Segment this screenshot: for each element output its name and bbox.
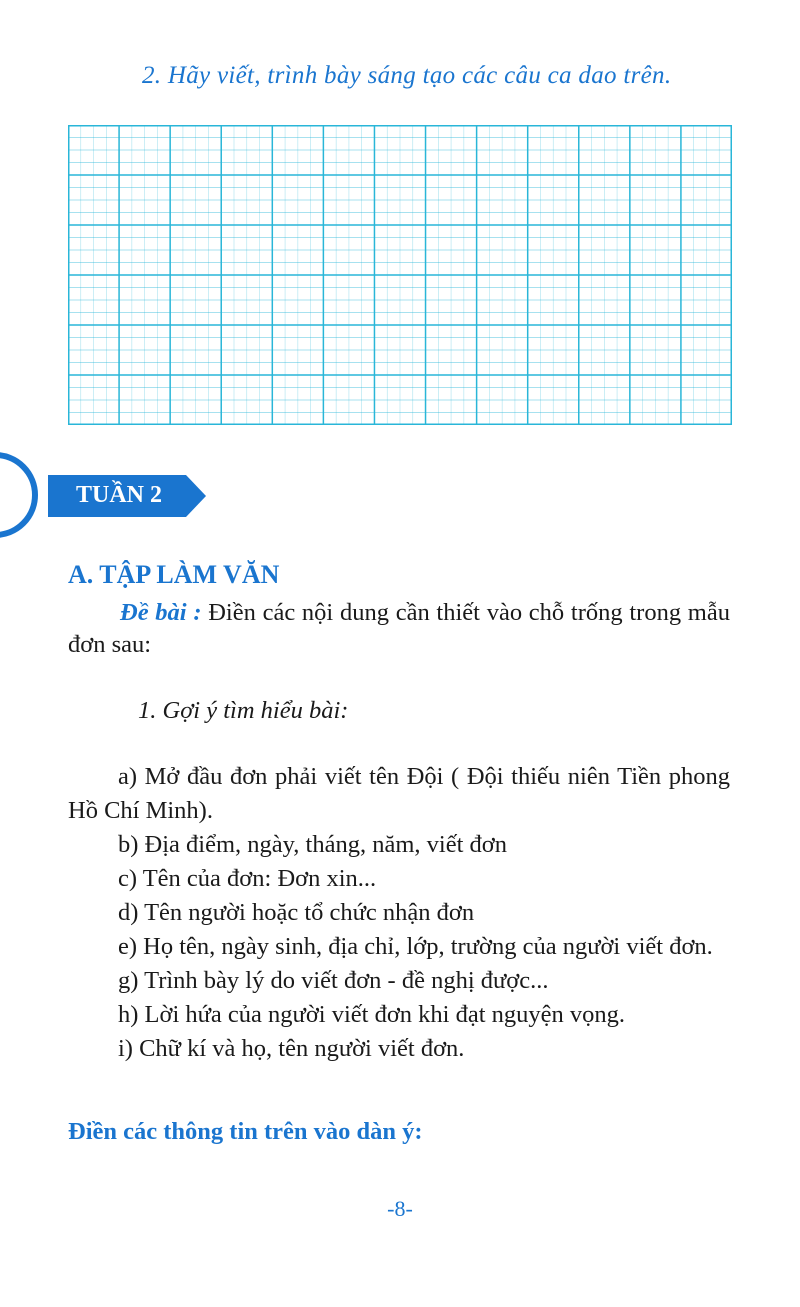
hint-item: a) Mở đầu đơn phải viết tên Đội ( Đội thiếu niên Tiền phong Hồ Chí Minh). bbox=[68, 763, 730, 824]
page-number: -8- bbox=[387, 1196, 413, 1221]
hint-list bbox=[68, 760, 730, 1066]
handwriting-grid bbox=[68, 125, 732, 425]
assignment-text: Điền các nội dung cần thiết vào chỗ trống trong mẫu đơn sau: bbox=[68, 599, 730, 658]
hint-item: b) Địa điểm, ngày, tháng, năm, viết đơn bbox=[118, 831, 507, 858]
section-title: A. TẬP LÀM VĂN bbox=[68, 560, 280, 589]
hint-item: g) Trình bày lý do viết đơn - đề nghị được... bbox=[118, 967, 549, 994]
hint-item: e) Họ tên, ngày sinh, địa chỉ, lớp, trường của người viết đơn. bbox=[118, 933, 713, 960]
closing-instruction: Điền các thông tin trên vào dàn ý: bbox=[68, 1118, 423, 1145]
week-badge-label: TUẦN 2 bbox=[76, 482, 163, 508]
assignment-lead: Đề bài : bbox=[120, 599, 202, 626]
hint-item: i) Chữ kí và họ, tên người viết đơn. bbox=[118, 1035, 465, 1062]
hint-title: 1. Gợi ý tìm hiểu bài: bbox=[138, 697, 349, 724]
week-badge bbox=[48, 475, 206, 517]
hint-item: h) Lời hứa của người viết đơn khi đạt nguyện vọng. bbox=[118, 1001, 626, 1028]
exercise-heading: 2. Hãy viết, trình bày sáng tạo các câu ca dao trên. bbox=[142, 62, 672, 89]
hint-item: d) Tên người hoặc tổ chức nhận đơn bbox=[118, 899, 475, 926]
assignment-prompt bbox=[68, 597, 730, 661]
week-badge-circle bbox=[0, 452, 38, 538]
hint-item: c) Tên của đơn: Đơn xin... bbox=[118, 865, 377, 892]
